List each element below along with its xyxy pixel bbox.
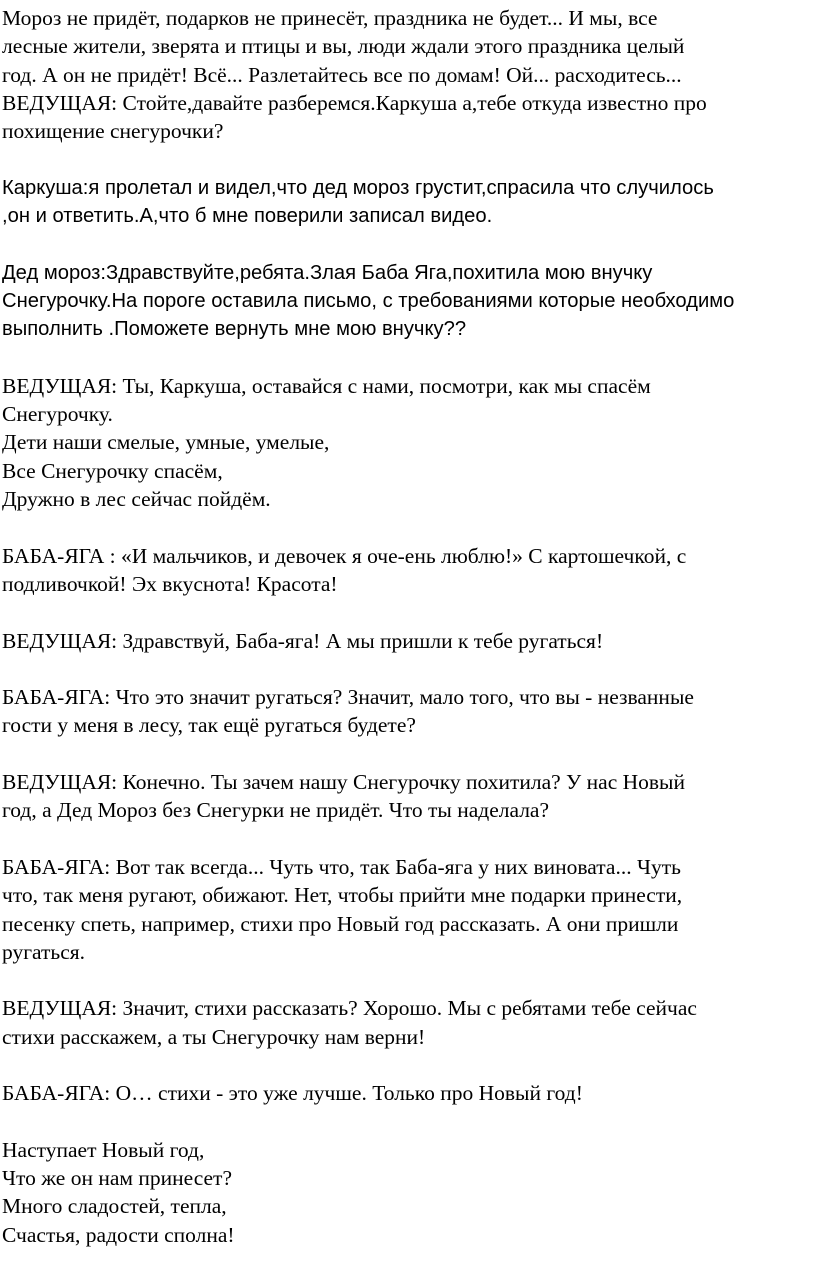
blank-line [2,230,810,258]
text-line: выполнить .Поможете вернуть мне мою внучку?? [2,318,467,341]
text-line: БАБА-ЯГА: Вот так всегда... Чуть что, так Баба-яга у них виновата... Чуть [2,854,681,879]
text-line: ВЕДУЩАЯ: Стойте,давайте разберемся.Каркуша а,тебе откуда известно про [2,90,707,115]
blank-line [2,598,810,626]
text-line: Снегурочку.На пороге оставила письмо, с требованиями которые необходимо [2,289,735,312]
text-line: Дружно в лес сейчас пойдём. [2,487,271,512]
text-line: Дети наши смелые, умные, умелые, [2,430,330,455]
text-line: Дед мороз:Здравствуйте,ребята.Злая Баба Яга,похитила мою внучку [2,261,653,284]
text-line: похищение снегурочки? [2,119,224,144]
text-line: Все Снегурочку спасём, [2,458,223,483]
text-line: БАБА-ЯГА : «И мальчиков, и девочек я оче-ень люблю!» С картошечкой, с [2,543,687,568]
blank-line [2,344,810,372]
blank-line [2,145,810,173]
text-line: Мороз не придёт, подарков не принесёт, праздника не будет... И мы, все [2,6,658,30]
blank-line [2,513,810,541]
text-line: песенку спеть, например, стихи про Новый год рассказать. А они пришли [2,911,679,936]
text-line: год, а Дед Мороз без Снегурки не придёт. Что ты наделала? [2,798,550,823]
blank-line [2,1051,810,1079]
text-line: ,он и ответить.А,что б мне поверили записал видео. [2,205,493,228]
text-line: стихи расскажем, а ты Снегурочку нам верни! [2,1024,426,1049]
blank-line [2,655,810,683]
text-line: подливочкой! Эх вкуснота! Красота! [2,571,338,596]
text-line: ВЕДУЩАЯ: Значит, стихи рассказать? Хорошо. Мы с ребятами тебе сейчас [2,996,697,1021]
blank-line [2,1108,810,1136]
text-line: Много сладостей, тепла, [2,1194,227,1219]
text-line: гости у меня в лесу, так ещё ругаться будете? [2,713,416,738]
text-line: Счастья, радости сполна! [2,1222,235,1247]
text-line: лесные жители, зверята и птицы и вы, люди ждали этого праздника целый [2,34,685,59]
text-line: БАБА-ЯГА: О… стихи - это уже лучше. Только про Новый год! [2,1081,583,1106]
text-line: ВЕДУЩАЯ: Ты, Каркуша, оставайся с нами, посмотри, как мы спасём [2,373,651,398]
text-line: Что же он нам принесет? [2,1166,232,1191]
text-line: Наступает Новый год, [2,1137,205,1162]
text-line: Снегурочку. [2,402,113,427]
text-line: ВЕДУЩАЯ: Конечно. Ты зачем нашу Снегурочку похитила? У нас Новый [2,770,685,795]
text-line: что, так меня ругают, обижают. Нет, чтобы прийти мне подарки принести, [2,883,683,908]
blank-line [2,740,810,768]
text-line: Каркуша:я пролетал и видел,что дед мороз грустит,спрасила что случилось [2,176,714,199]
text-line: ругаться. [2,939,86,964]
text-line: ВЕДУЩАЯ: Здравствуй, Баба-яга! А мы пришли к тебе ругаться! [2,628,604,653]
document-body [2,4,810,1249]
text-line: год. А он не придёт! Всё... Разлетайтесь все по домам! Ой... расходитесь... [2,62,682,87]
blank-line [2,825,810,853]
text-line: БАБА-ЯГА: Что это значит ругаться? Значит, мало того, что вы - незванные [2,685,694,710]
blank-line [2,966,810,994]
